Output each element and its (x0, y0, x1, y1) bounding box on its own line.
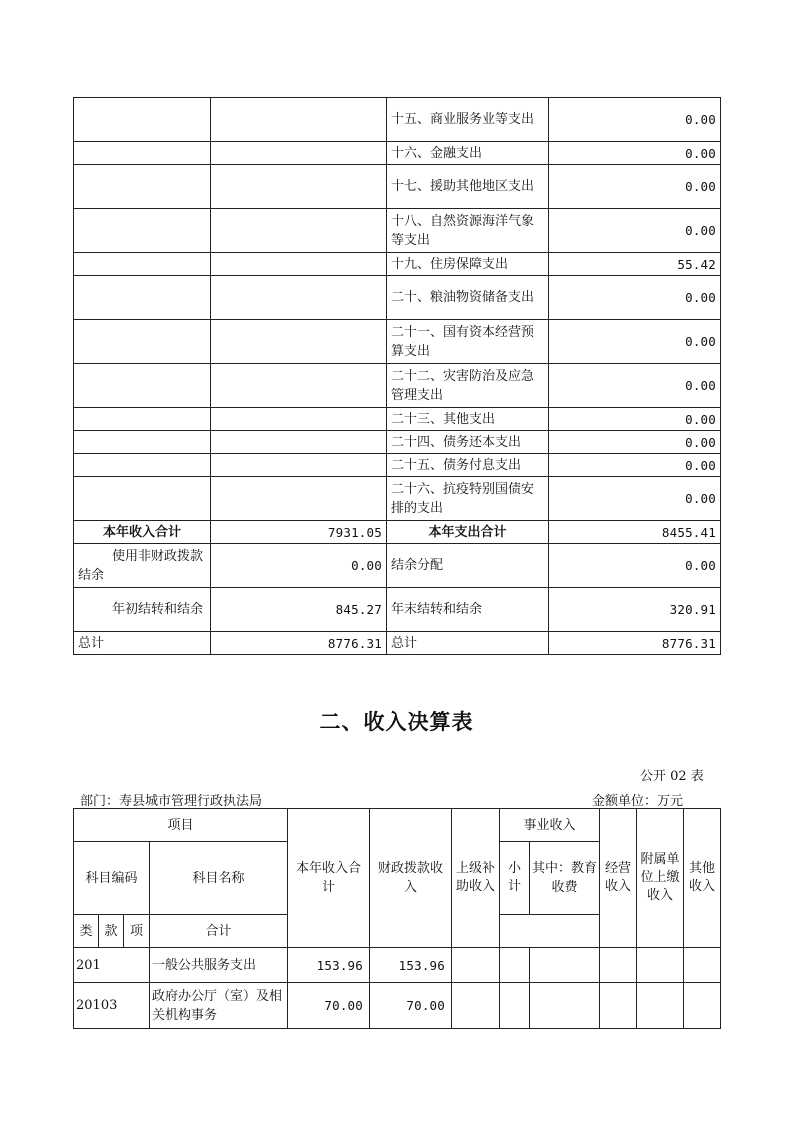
grand-total-value-right: 8776.31 (549, 632, 721, 655)
header-sum: 合计 (150, 915, 288, 948)
row-value: 0.00 (549, 142, 721, 165)
row-label: 二十五、债务付息支出 (387, 454, 549, 477)
row-name: 一般公共服务支出 (150, 948, 288, 983)
income-total-label: 本年收入合计 (74, 521, 211, 544)
department-label: 部门：寿县城市管理行政执法局 (80, 794, 263, 809)
income-final-accounts-table (73, 808, 721, 1029)
table-row (74, 477, 721, 521)
row-value: 0.00 (549, 209, 721, 253)
expense-total-value: 8455.41 (549, 521, 721, 544)
begin-carry-value: 845.27 (211, 588, 387, 632)
totals-row (74, 521, 721, 544)
table-row (74, 98, 721, 142)
header-total-income: 本年收入合计 (288, 809, 370, 948)
row-label: 十六、金融支出 (387, 142, 549, 165)
section-title: 二、收入决算表 (319, 710, 474, 734)
row-value: 0.00 (549, 454, 721, 477)
row-name: 政府办公厅（室）及相关机构事务 (150, 983, 288, 1029)
row-label: 二十六、抗疫特别国债安排的支出 (387, 477, 549, 521)
row-value: 0.00 (549, 408, 721, 431)
table-row (74, 544, 721, 588)
row-label: 二十一、国有资本经营预算支出 (387, 320, 549, 364)
table-row (74, 431, 721, 454)
table-row (74, 165, 721, 209)
row-total-income: 153.96 (288, 948, 370, 983)
header-fiscal: 财政拨款收入 (370, 809, 452, 948)
row-code: 201 (74, 948, 150, 983)
table-row (74, 588, 721, 632)
row-value: 0.00 (549, 98, 721, 142)
row-label: 十七、援助其他地区支出 (387, 165, 549, 209)
row-label: 十五、商业服务业等支出 (387, 98, 549, 142)
grand-total-label-right: 总计 (387, 632, 549, 655)
grand-total-value-left: 8776.31 (211, 632, 387, 655)
table-row (74, 454, 721, 477)
begin-carry-label: 年初结转和结余 (74, 588, 211, 632)
table-row (74, 276, 721, 320)
table-row (74, 209, 721, 253)
surplus-dist-value: 0.00 (549, 544, 721, 588)
header-other: 其他收入 (684, 809, 721, 948)
row-label: 二十、粮油物资储备支出 (387, 276, 549, 320)
header-edu-fee: 其中：教育收费 (530, 842, 600, 915)
header-name: 科目名称 (150, 842, 288, 915)
header-lei: 类 (74, 915, 99, 948)
surplus-dist-label: 结余分配 (387, 544, 549, 588)
end-carry-value: 320.91 (549, 588, 721, 632)
table-row (74, 948, 721, 983)
grand-total-label-left: 总计 (74, 632, 211, 655)
header-row (74, 809, 721, 842)
table-row (74, 983, 721, 1029)
table-row (74, 253, 721, 276)
row-total-income: 70.00 (288, 983, 370, 1029)
row-value: 0.00 (549, 320, 721, 364)
grand-total-row (74, 632, 721, 655)
expense-total-label: 本年支出合计 (387, 521, 549, 544)
row-value: 0.00 (549, 276, 721, 320)
header-affiliated: 附属单位上缴收入 (637, 809, 684, 948)
header-business-income: 事业收入 (500, 809, 600, 842)
header-kuan: 款 (99, 915, 124, 948)
row-value: 0.00 (549, 364, 721, 408)
row-fiscal: 153.96 (370, 948, 452, 983)
unit-label: 金额单位：万元 (592, 794, 684, 809)
nonfiscal-label: 使用非财政拨款结余 (74, 544, 211, 588)
header-subtotal: 小计 (500, 842, 530, 915)
header-operating: 经营收入 (600, 809, 637, 948)
header-item: 项目 (74, 809, 288, 842)
table-row (74, 142, 721, 165)
nonfiscal-value: 0.00 (211, 544, 387, 588)
income-total-value: 7931.05 (211, 521, 387, 544)
row-value: 0.00 (549, 165, 721, 209)
row-value: 55.42 (549, 253, 721, 276)
end-carry-label: 年末结转和结余 (387, 588, 549, 632)
header-code: 科目编码 (74, 842, 150, 915)
row-value: 0.00 (549, 431, 721, 454)
row-label: 十九、住房保障支出 (387, 253, 549, 276)
table-row (74, 364, 721, 408)
income-expense-summary-table (73, 97, 721, 655)
row-label: 十八、自然资源海洋气象等支出 (387, 209, 549, 253)
header-upper-subsidy: 上级补助收入 (452, 809, 500, 948)
table-row (74, 408, 721, 431)
table-row (74, 320, 721, 364)
row-value: 0.00 (549, 477, 721, 521)
row-label: 二十四、债务还本支出 (387, 431, 549, 454)
row-label: 二十三、其他支出 (387, 408, 549, 431)
row-code: 20103 (74, 983, 150, 1029)
form-code: 公开 02 表 (640, 769, 704, 784)
header-xiang: 项 (124, 915, 150, 948)
row-label: 二十二、灾害防治及应急管理支出 (387, 364, 549, 408)
row-fiscal: 70.00 (370, 983, 452, 1029)
